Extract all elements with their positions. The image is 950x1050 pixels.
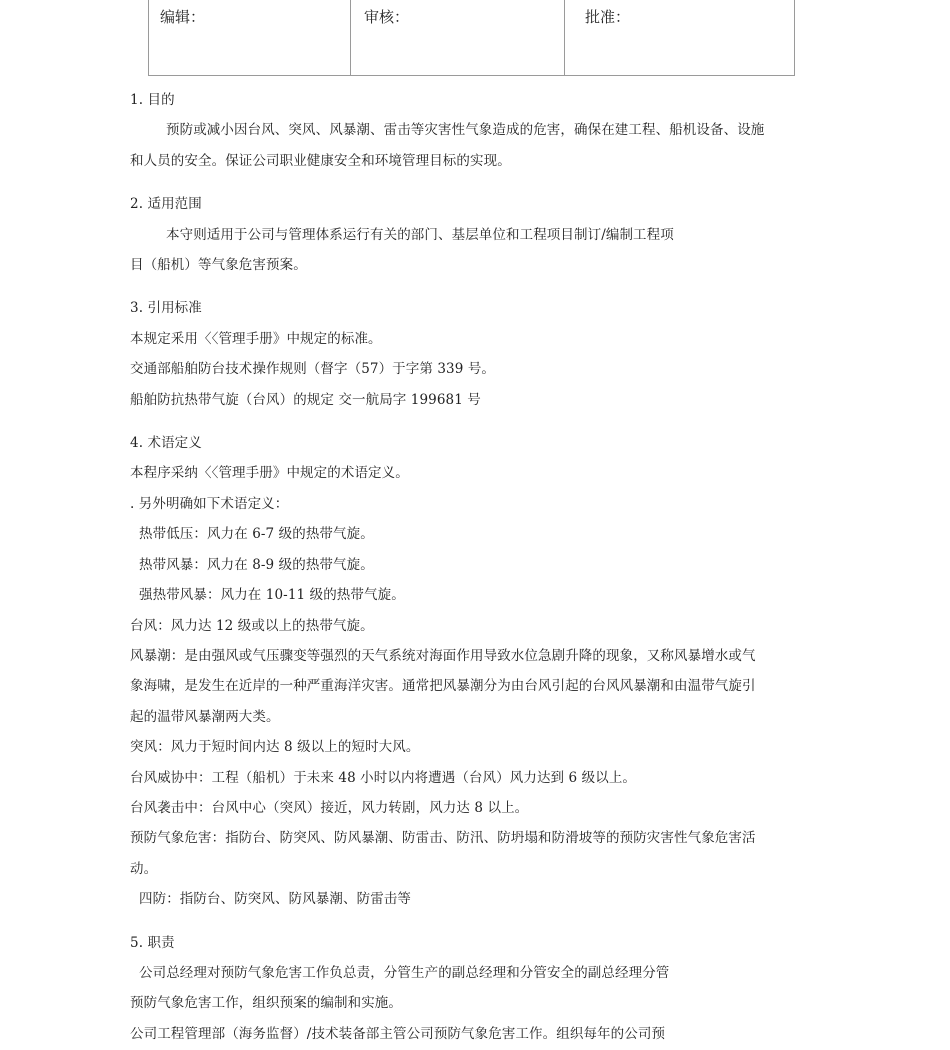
section-3-line: 本规定釆用〈〈管理手册》中规定的标准。: [130, 330, 382, 347]
section-4-line: 强热带风暴：风力在 10-11 级的热带气旋。: [139, 587, 405, 604]
approval-table: [148, 0, 795, 76]
section-1-line: 预防或减小因台风、突风、风暴潮、雷击等灾害性气象造成的危害，确保在建工程、船机设备、设施: [166, 122, 765, 139]
approve-label: 批准：: [585, 8, 631, 26]
section-4-line: 热带低压：风力在 6-7 级的热带气旋。: [139, 526, 374, 543]
section-4-line: 台风：风力达 12 级或以上的热带气旋。: [130, 617, 374, 634]
section-4-line: 动。: [130, 860, 158, 877]
section-4-line: . 另外明确如下术语定义：: [130, 495, 289, 512]
edit-label: 编辑：: [160, 8, 206, 26]
approve-cell: [565, 0, 794, 75]
edit-cell: [149, 0, 351, 75]
section-4-line: 本程序采纳〈〈管理手册》中规定的术语定义。: [130, 465, 409, 482]
section-4-line: 象海啸，是发生在近岸的一种严重海洋灾害。通常把风暴潮分为由台风引起的台风风暴潮和由温带气旋引: [130, 678, 756, 695]
section-4-line: 突风：风力于短时间内达 8 级以上的短时大风。: [130, 739, 420, 756]
document-body: [130, 85, 820, 1049]
section-2-title: 2. 适用范围: [130, 196, 202, 213]
section-3-line: 交通部船舶防台技术操作规则（督字（57）于字第 339 号。: [130, 361, 496, 378]
section-3-title: 3. 引用标准: [130, 300, 202, 317]
review-cell: [351, 0, 565, 75]
section-4-line: 四防：指防台、防突风、防风暴潮、防雷击等: [139, 891, 411, 908]
section-4-line: 风暴潮：是由强风或气压骤变等强烈的天气系统对海面作用导致水位急剧升降的现象，又称风暴增水或气: [130, 647, 756, 664]
section-4-line: 预防气象危害：指防台、防突风、防风暴潮、防雷击、防汛、防坍塌和防滑坡等的预防灾害性气象危害活: [130, 830, 756, 847]
section-4-line: 台风袭击中：台风中心（突风）接近，风力转剧，风力达 8 以上。: [130, 799, 529, 816]
review-label: 审核：: [364, 8, 410, 26]
section-1-title: 1. 目的: [130, 92, 175, 108]
section-4-title: 4. 术语定义: [130, 435, 202, 452]
section-3-line: 船舶防抗热带气旋（台风）的规定 交一航局字 199681 号: [130, 391, 481, 408]
section-2-line: 目（船机）等气象危害预案。: [130, 257, 307, 274]
section-5-line: 公司总经理对预防气象危害工作负总责，分管生产的副总经理和分管安全的副总经理分管: [139, 964, 670, 981]
section-4-line: 台风威协中：工程（船机）于未来 48 小时以内将遭遇（台风）风力达到 6 级以上。: [130, 769, 637, 786]
section-4-line: 起的温带风暴潮两大类。: [130, 708, 280, 725]
section-5-title: 5. 职责: [130, 934, 175, 951]
section-5-line: 公司工程管理部（海务监督）/技术装备部主管公司预防气象危害工作。组织每年的公司预: [130, 1025, 666, 1042]
section-2-line: 本守则适用于公司与管理体系运行有关的部门、基层单位和工程项目制订/编制工程项: [166, 226, 674, 243]
section-1-line: 和人员的安全。保证公司职业健康安全和环境管理目标的实现。: [130, 152, 511, 169]
section-4-line: 热带风暴：风力在 8-9 级的热带气旋。: [139, 556, 374, 573]
section-5-line: 预防气象危害工作，组织预案的编制和实施。: [130, 995, 402, 1012]
